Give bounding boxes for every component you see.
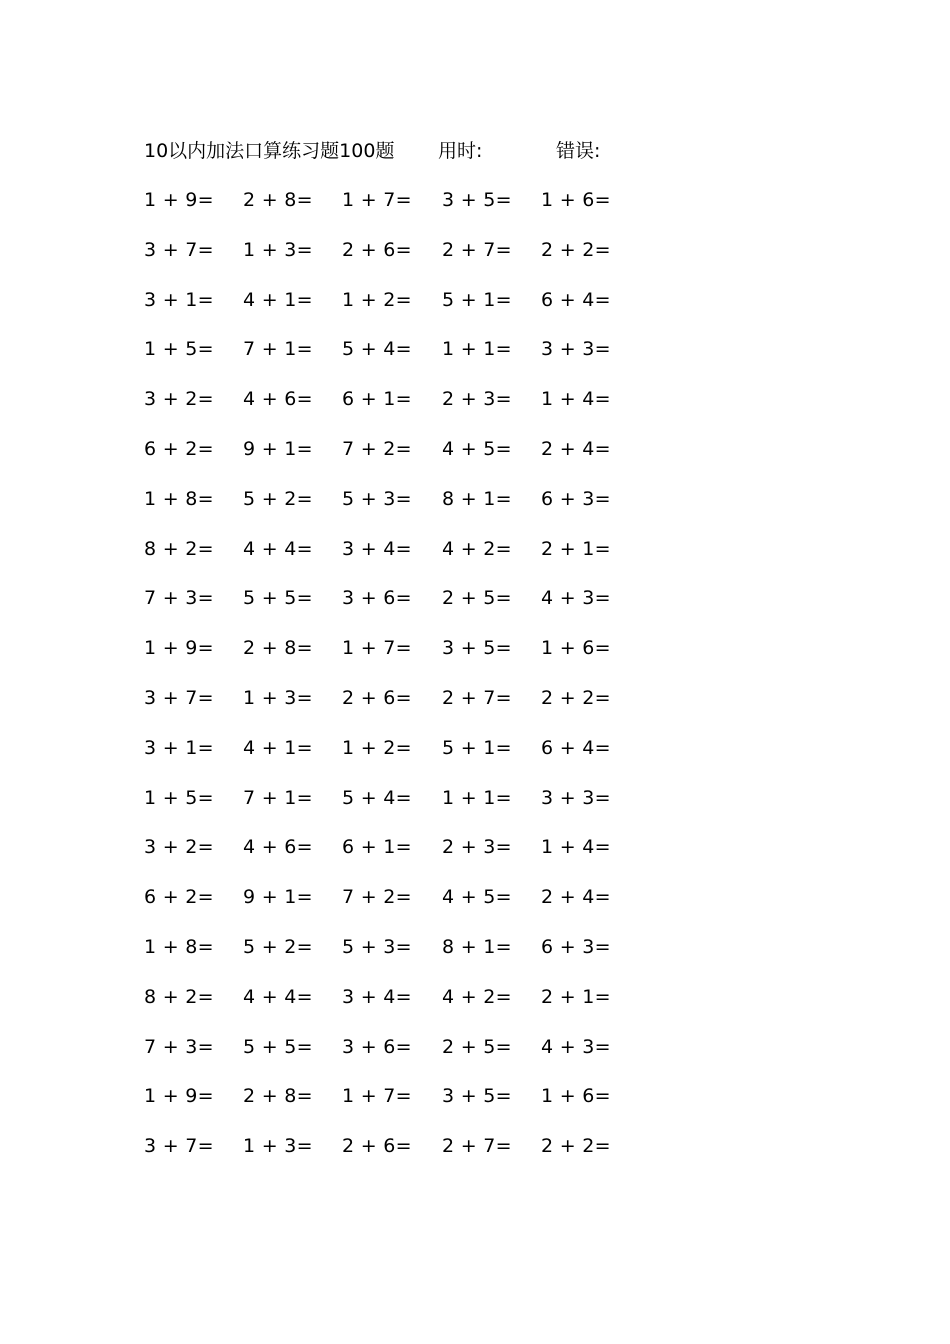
problem-item: 3 + 6= [342,587,412,610]
problem-item: 4 + 4= [243,537,313,560]
problem-item: 3 + 2= [144,388,214,411]
problem-item: 1 + 6= [541,637,611,660]
problem-item: 2 + 8= [243,189,313,211]
problem-item: 4 + 3= [541,587,611,610]
problem-item: 2 + 7= [442,1135,512,1158]
problem-item: 1 + 2= [342,288,412,311]
problem-item: 3 + 7= [144,686,214,709]
problem-item: 6 + 3= [541,487,611,510]
problem-item: 1 + 4= [541,388,611,411]
problem-item: 1 + 1= [442,338,512,361]
problem-item: 2 + 2= [541,686,611,709]
problem-item: 3 + 5= [442,637,512,660]
problem-item: 1 + 7= [342,637,412,660]
problem-item: 7 + 2= [342,437,412,460]
problem-item: 3 + 5= [442,189,512,211]
problem-item: 1 + 4= [541,836,611,859]
problem-item: 5 + 3= [342,487,412,510]
problem-item: 1 + 6= [541,189,611,211]
problem-item: 5 + 1= [442,288,512,311]
problem-item: 5 + 2= [243,935,313,958]
problem-item: 4 + 5= [442,886,512,909]
problem-item: 7 + 3= [144,587,214,610]
problem-item: 6 + 2= [144,886,214,909]
problem-item: 3 + 3= [541,786,611,809]
problem-item: 2 + 6= [342,686,412,709]
problem-item: 6 + 4= [541,288,611,311]
problem-item: 9 + 1= [243,886,313,909]
problem-item: 3 + 3= [541,338,611,361]
problem-item: 3 + 4= [342,537,412,560]
problem-item: 5 + 4= [342,786,412,809]
problem-item: 4 + 3= [541,1035,611,1058]
problem-item: 4 + 6= [243,836,313,859]
problem-item: 1 + 6= [541,1085,611,1108]
problem-item: 2 + 1= [541,985,611,1008]
problem-item: 5 + 4= [342,338,412,361]
problem-item: 7 + 2= [342,886,412,909]
problem-item: 5 + 5= [243,1035,313,1058]
problem-item: 7 + 3= [144,1035,214,1058]
problem-item: 6 + 1= [342,388,412,411]
problem-item: 2 + 2= [541,238,611,261]
problem-item: 6 + 3= [541,935,611,958]
problem-item: 5 + 3= [342,935,412,958]
problem-item: 4 + 1= [243,288,313,311]
problem-item: 3 + 4= [342,985,412,1008]
problem-item: 2 + 1= [541,537,611,560]
problem-item: 2 + 2= [541,1135,611,1158]
problem-item: 1 + 3= [243,686,313,709]
problem-item: 3 + 1= [144,736,214,759]
problem-item: 2 + 4= [541,437,611,460]
time-label: 用时: [438,140,483,162]
problem-item: 1 + 9= [144,1085,214,1108]
problem-item: 5 + 5= [243,587,313,610]
problem-item: 4 + 2= [442,985,512,1008]
problem-item: 7 + 1= [243,338,313,361]
problem-item: 2 + 6= [342,238,412,261]
problem-item: 2 + 5= [442,587,512,610]
problem-item: 2 + 7= [442,238,512,261]
problem-item: 2 + 3= [442,836,512,859]
problem-item: 1 + 7= [342,189,412,211]
problem-item: 4 + 1= [243,736,313,759]
problem-item: 2 + 8= [243,637,313,660]
problem-item: 1 + 7= [342,1085,412,1108]
problem-item: 2 + 4= [541,886,611,909]
problem-item: 2 + 5= [442,1035,512,1058]
problem-item: 8 + 2= [144,985,214,1008]
problem-item: 8 + 2= [144,537,214,560]
problem-item: 1 + 3= [243,238,313,261]
problem-item: 2 + 8= [243,1085,313,1108]
problem-item: 1 + 8= [144,487,214,510]
problem-item: 5 + 1= [442,736,512,759]
error-label: 错误: [556,140,601,162]
problem-item: 6 + 4= [541,736,611,759]
problem-item: 4 + 2= [442,537,512,560]
problem-item: 4 + 4= [243,985,313,1008]
problem-item: 1 + 3= [243,1135,313,1158]
problem-item: 5 + 2= [243,487,313,510]
problem-item: 3 + 6= [342,1035,412,1058]
problem-item: 4 + 6= [243,388,313,411]
problem-item: 4 + 5= [442,437,512,460]
problem-item: 3 + 1= [144,288,214,311]
problem-item: 6 + 1= [342,836,412,859]
problem-item: 1 + 8= [144,935,214,958]
problem-item: 3 + 7= [144,238,214,261]
problem-item: 6 + 2= [144,437,214,460]
problem-item: 2 + 6= [342,1135,412,1158]
problem-item: 3 + 5= [442,1085,512,1108]
worksheet-title: 10以内加法口算练习题100题 [144,140,395,162]
problem-item: 9 + 1= [243,437,313,460]
problem-item: 2 + 7= [442,686,512,709]
problem-item: 2 + 3= [442,388,512,411]
problem-item: 1 + 2= [342,736,412,759]
problem-item: 1 + 9= [144,637,214,660]
problem-item: 1 + 5= [144,338,214,361]
problem-item: 8 + 1= [442,487,512,510]
problem-item: 3 + 2= [144,836,214,859]
problem-item: 1 + 1= [442,786,512,809]
problem-item: 1 + 9= [144,189,214,211]
problem-item: 3 + 7= [144,1135,214,1158]
problem-item: 8 + 1= [442,935,512,958]
problem-item: 7 + 1= [243,786,313,809]
problem-item: 1 + 5= [144,786,214,809]
